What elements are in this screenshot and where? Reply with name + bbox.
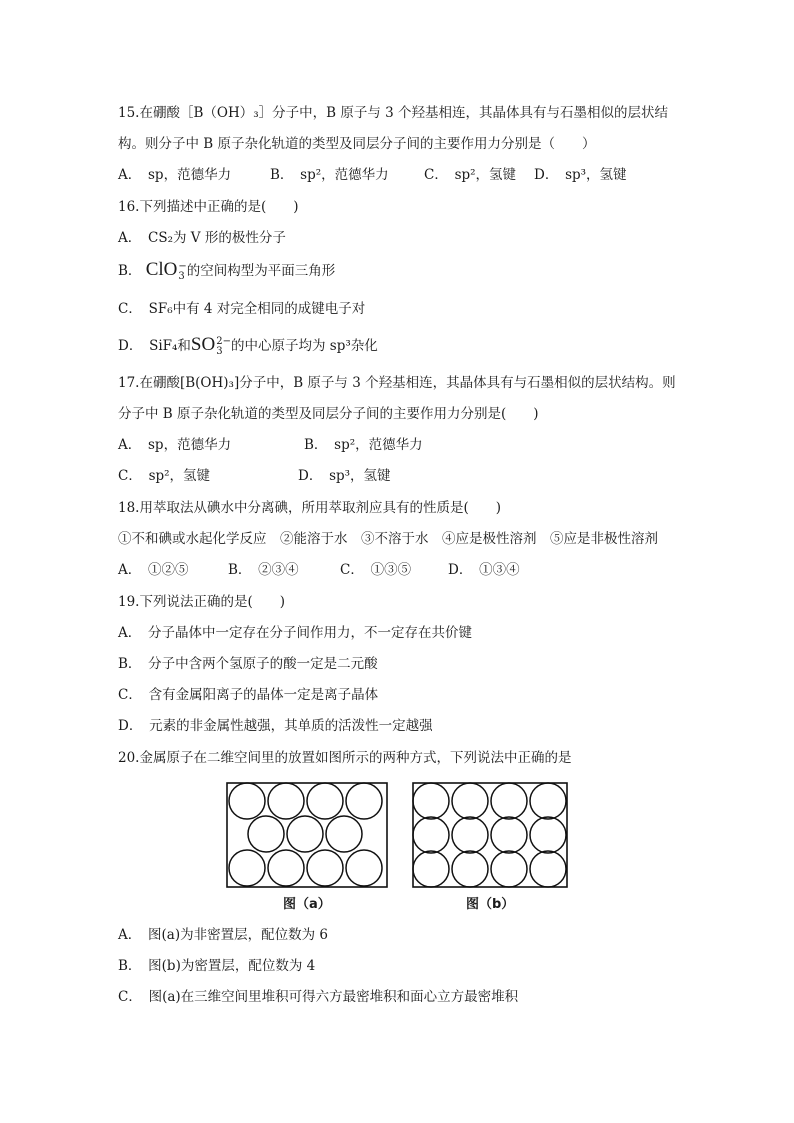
q20-stem: 20.金属原子在二维空间里的放置如图所示的两种方式，下列说法中正确的是 bbox=[118, 750, 572, 766]
q16-option-a: A． CS₂为 V 形的极性分子 bbox=[118, 230, 286, 246]
atom bbox=[413, 851, 449, 887]
q19-option-a: A． 分子晶体中一定存在分子间作用力，不一定存在共价键 bbox=[118, 625, 472, 641]
q16-option-d-charge bbox=[216, 337, 231, 357]
q16-option-d-formula: SO bbox=[190, 334, 216, 355]
q18-options bbox=[118, 561, 520, 579]
q17-option-b: B． sp²，范德华力 bbox=[304, 437, 423, 453]
q17-options-row2 bbox=[118, 467, 391, 485]
q18-option-d: D． ①③④ bbox=[448, 562, 520, 578]
q15-option-c: C． sp²，氢键 bbox=[424, 167, 517, 183]
q15-stem-line2: 构。则分子中 B 原子杂化轨道的类型及同层分子间的主要作用力分别是（ ） bbox=[118, 136, 596, 152]
q20-option-b: B． 图(b)为密置层，配位数为 4 bbox=[118, 958, 316, 974]
q17-options-row1 bbox=[118, 436, 423, 454]
q16-option-c: C． SF₆中有 4 对完全相同的成键电子对 bbox=[118, 301, 366, 317]
q16-option-b bbox=[118, 261, 335, 282]
figure-b-square-packed bbox=[412, 782, 568, 888]
q18-stem: 18.用萃取法从碘水中分离碘，所用萃取剂应具有的性质是( ) bbox=[118, 500, 502, 516]
atom bbox=[413, 783, 449, 819]
q17-stem-line2: 分子中 B 原子杂化轨道的类型及同层分子间的主要作用力分别是( ) bbox=[118, 406, 539, 422]
q16-option-d-sup: 2− bbox=[216, 335, 231, 347]
atom bbox=[530, 783, 566, 819]
figure-a-caption: 图（a） bbox=[283, 897, 331, 912]
q15-option-d: D． sp³，氢键 bbox=[534, 167, 627, 183]
q16-option-b-sub: 3 bbox=[178, 270, 185, 282]
atom bbox=[530, 817, 566, 853]
q17-stem-line1: 17.在硼酸[B(OH)₃]分子中，B 原子与 3 个羟基相连，其晶体具有与石墨相似的层状结构。则 bbox=[118, 375, 676, 391]
atom bbox=[452, 783, 488, 819]
atom bbox=[491, 817, 527, 853]
q15-option-a: A． sp，范德华力 bbox=[118, 167, 232, 183]
q15-stem-line1: 15.在硼酸［B（OH）₃］分子中，B 原子与 3 个羟基相连，其晶体具有与石墨相似的层状结 bbox=[118, 105, 669, 121]
q16-option-b-label: B． bbox=[118, 263, 142, 279]
atom bbox=[491, 851, 527, 887]
atom bbox=[346, 783, 382, 819]
atom bbox=[229, 783, 265, 819]
q18-properties: ①不和碘或水起化学反应 ②能溶于水 ③不溶于水 ④应是极性溶剂 ⑤应是非极性溶剂 bbox=[118, 531, 658, 547]
atom bbox=[287, 816, 323, 852]
q20-option-c: C． 图(a)在三维空间里堆积可得六方最密堆积和面心立方最密堆积 bbox=[118, 989, 519, 1005]
q15-option-b: B． sp²，范德华力 bbox=[270, 167, 389, 183]
atom bbox=[452, 817, 488, 853]
q18-option-b: B． ②③④ bbox=[228, 562, 299, 578]
atom bbox=[530, 851, 566, 887]
q20-option-a: A． 图(a)为非密置层，配位数为 6 bbox=[118, 927, 328, 943]
atom bbox=[268, 850, 304, 886]
q17-option-d: D． sp³，氢键 bbox=[298, 468, 391, 484]
atom bbox=[229, 850, 265, 886]
q16-option-b-text: 的空间构型为平面三角形 bbox=[186, 263, 336, 279]
q16-option-d-label: D． SiF₄和 bbox=[118, 338, 191, 354]
q19-option-d: D． 元素的非金属性越强，其单质的活泼性一定越强 bbox=[118, 718, 433, 734]
figure-a-close-packed bbox=[226, 782, 388, 888]
q16-option-b-formula: ClO bbox=[145, 259, 178, 280]
figure-b-frame bbox=[413, 783, 567, 887]
q16-option-b-sup: − bbox=[178, 260, 187, 272]
atom bbox=[326, 816, 362, 852]
q19-option-c: C． 含有金属阳离子的晶体一定是离子晶体 bbox=[118, 687, 379, 703]
q16-stem: 16.下列描述中正确的是( ) bbox=[118, 199, 299, 215]
q18-option-a: A． ①②⑤ bbox=[118, 562, 189, 578]
q16-option-d bbox=[118, 336, 378, 357]
atom bbox=[491, 783, 527, 819]
q16-option-b-charge bbox=[178, 262, 186, 282]
atom bbox=[307, 850, 343, 886]
q19-option-b: B． 分子中含两个氢原子的酸一定是二元酸 bbox=[118, 656, 378, 672]
atom bbox=[452, 851, 488, 887]
q19-stem: 19.下列说法正确的是( ) bbox=[118, 594, 286, 610]
q16-option-d-sub: 3 bbox=[216, 345, 223, 357]
q16-option-d-text: 的中心原子均为 sp³杂化 bbox=[230, 338, 378, 354]
atom bbox=[268, 783, 304, 819]
atom bbox=[248, 816, 284, 852]
q18-option-c: C． ①③⑤ bbox=[340, 562, 412, 578]
q15-options bbox=[118, 166, 627, 184]
atom bbox=[346, 850, 382, 886]
atom bbox=[413, 817, 449, 853]
atom bbox=[307, 783, 343, 819]
figure-b-caption: 图（b） bbox=[466, 897, 515, 912]
q17-option-a: A． sp，范德华力 bbox=[118, 437, 232, 453]
q17-option-c: C． sp²，氢键 bbox=[118, 468, 211, 484]
